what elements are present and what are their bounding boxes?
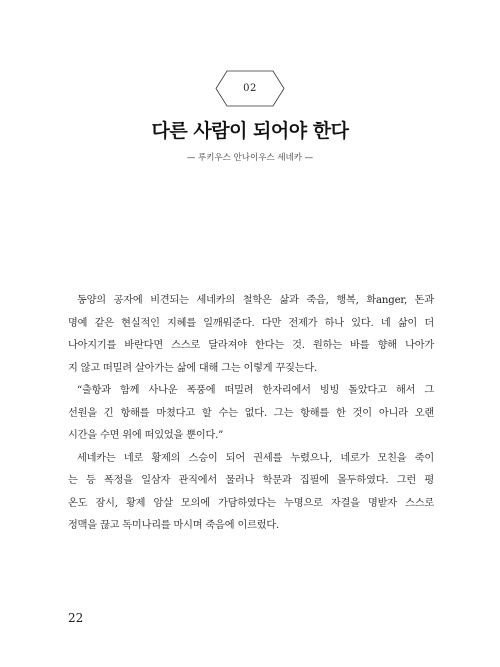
text-line: 는 등 폭정을 일삼자 관직에서 물러나 학문과 집필에 몰두하였다. 그런 평 (68, 475, 434, 486)
text-line: 선원을 긴 항해를 마쳤다고 할 수는 없다. 그는 항해를 한 것이 아니라 오랜 (68, 407, 434, 419)
chapter-number-badge (215, 70, 285, 107)
paragraph (68, 448, 434, 538)
text-line: 지 않고 떠밀려 살아가는 삶에 대해 그는 이렇게 꾸짖는다. (68, 362, 318, 374)
text-line: 온도 잠시, 황제 암살 모의에 가담하였다는 누명으로 자결을 명받자 스스로 (68, 497, 434, 509)
text-line: 나아지기를 바란다면 스스로 달라져야 한다는 것. 원하는 바를 향해 나아가 (68, 340, 434, 351)
text-line: 동양의 공자에 비견되는 세네카의 철학은 삶과 죽음, 행복, 화anger, 돈과 (77, 295, 434, 306)
text-line: 세네카는 네로 황제의 스승이 되어 권세를 누렸으나, 네로가 모친을 죽이 (77, 452, 434, 464)
text-line: 시간을 수면 위에 떠있었을 뿐이다.” (68, 430, 224, 441)
text-line: 명예 같은 현실적인 지혜를 일깨워준다. 다만 전제가 하나 있다. 네 삶이 더 (68, 317, 434, 329)
text-line: 정맥을 끊고 독미나리를 마시며 죽음에 이르렀다. (68, 520, 280, 531)
chapter-title: 다른 사람이 되어야 한다 (151, 120, 349, 142)
paragraph (68, 290, 434, 380)
chapter-subtitle: — 루키우스 안나이우스 세네카 — (186, 153, 314, 163)
paragraph-quote (68, 380, 434, 448)
chapter-number: 02 (243, 83, 257, 94)
text-line: “출항과 함께 사나운 폭풍에 떠밀려 한자리에서 빙빙 돌았다고 해서 그 (77, 385, 434, 396)
page-number: 22 (68, 611, 84, 625)
body-text (68, 290, 434, 538)
